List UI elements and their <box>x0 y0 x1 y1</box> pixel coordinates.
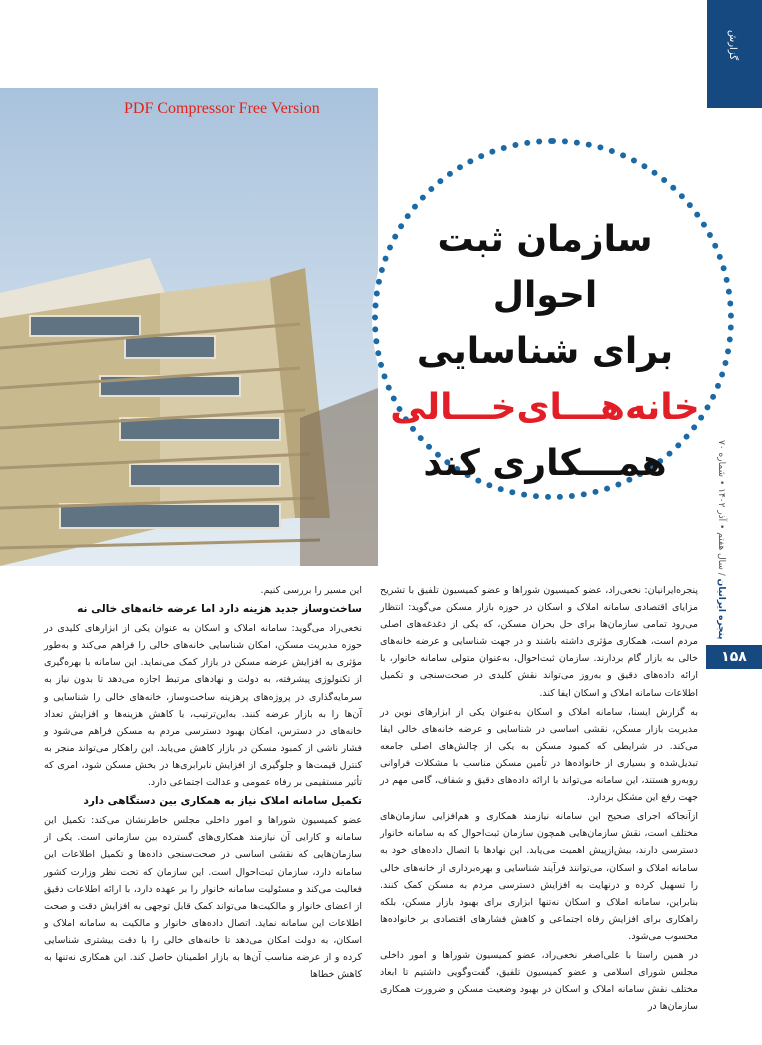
section-tab-label: گزارش <box>727 30 738 61</box>
building-illustration <box>0 88 378 566</box>
paragraph: در همین راستا با علی‌اصغر نخعی‌راد، عضو کمیسیون شوراها و امور داخلی مجلس شورای اسلامی و عضو کمیسیون تلفیق، گفت‌وگویی داشتیم تا ابعاد مختلف نقش سامانه املاک و اسکان در بهبود وضعیت مسکن و ضرورت همکاری سازمان‌ها در <box>380 949 698 1013</box>
magazine-name: پنجره ایرانیان <box>716 579 726 640</box>
body-column-left <box>44 582 362 985</box>
building-photo <box>0 88 378 566</box>
issue-info: / سال هفتم • آذر ۱۴۰۲ • شماره ۷۰ <box>716 440 726 577</box>
title-line-2: برای شناسایی <box>416 331 674 372</box>
subheading: ساخت‌وساز جدید هزینه دارد اما عرضه خانه‌های خالی نه <box>77 603 362 616</box>
paragraph: به گزارش ایسنا، سامانه املاک و اسکان به‌عنوان یکی از ابزارهای نوین در مدیریت بازار مسکن، نقشی اساسی در شناسایی و عرضه خانه‌های خالی ایفا می‌کند. در شرایطی که کمبود مسکن به یکی از چالش‌های اصلی جامعه تبدیل‌شده و بسیاری از خانواده‌ها در تأمین مسکن مناسب با مشکلات فراوانی روبه‌رو هستند، این سامانه می‌تواند با ارائه داده‌های دقیق و شفاف، گامی مهم در جهت رفع این مشکل بردارد. <box>380 706 698 804</box>
article-title <box>380 212 710 492</box>
paragraph: پنجره‌ایرانیان: نخعی‌راد، عضو کمیسیون شوراها و عضو کمیسیون تلفیق با تشریح مزایای اقتصادی سامانه املاک و اسکان در حوزه بازار مسکن می‌گوید: انتظار می‌رود تمامی سازمان‌ها برای حل بحران مسکن، که یکی از دغدغه‌های اصلی مردم است، همکاری مؤثری داشته باشند و در جهت شناسایی و عرضه خانه‌های خالی به بازار گام بردارند. سازمان ثبت‌احوال، به‌عنوان متولی سامانه خانوار، با ارائه داده‌های دقیق و به‌روز می‌تواند نقش کلیدی در صحت‌سنجی و تکمیل اطلاعات سامانه املاک و اسکان ایفا کند. <box>380 585 698 699</box>
foreground-tree <box>300 388 378 566</box>
page-number: ۱۵۸ <box>706 645 762 669</box>
title-line-4: همـــکاری کند <box>423 443 667 484</box>
paragraph: ازآنجاکه اجرای صحیح این سامانه نیازمند همکاری و هم‌افزایی سازمان‌های مختلف است، نقش سازمان‌هایی همچون سازمان ثبت‌احوال که به سامانه خانوار دسترسی دارند، بیش‌ازپیش اهمیت می‌یابد. این نهادها با اتصال داده‌های خود به سامانه املاک و اسکان، می‌توانند فرآیند شناسایی و بهره‌برداری از خانه‌های خالی را تسهیل کرده و درنهایت به افزایش دسترسی مردم به مسکن کمک کنند. بنابراین، سامانه املاک و اسکان نه‌تنها ابزاری برای بهبود بازار مسکن، بلکه راهکاری برای افزایش رفاه اجتماعی و کاهش فشارهای اقتصادی بر خانواده‌ها محسوب می‌شود. <box>380 811 698 942</box>
title-line-3-highlight: خانه‌هـــای‌خـــالی <box>390 387 700 428</box>
paragraph: این مسیر را بررسی کنیم. <box>260 585 362 596</box>
paragraph: نخعی‌راد می‌گوید: سامانه املاک و اسکان به عنوان یکی از ابزارهای کلیدی در حوزه مدیریت مسکن، امکان شناسایی خانه‌های خالی را فراهم می‌کند و به‌طور مؤثری به افزایش عرضه مسکن در بازار کمک می‌نماید. این سامانه با بهره‌گیری از تکنولوژی پیشرفته، به دولت و نهادهای مرتبط اجازه می‌دهد تا بدون نیاز به سرمایه‌گذاری در پروژه‌های پرهزینه ساخت‌وساز، خانه‌های خالی را شناسایی و آن‌ها را به بازار عرضه کنند. به‌این‌ترتیب، با کاهش هزینه‌ها و افزایش تعداد خانه‌های در دسترس، امکان بهبود دسترسی مردم به مسکن فراهم می‌شود و فشار ناشی از کمبود مسکن در بازار کاهش می‌یابد. این راهکار می‌تواند منجر به کنترل قیمت‌ها و جلوگیری از افزایش نابرابری‌ها در بخش مسکن شود، امری که تأثیر مستقیمی بر رفاه عمومی و عدالت اجتماعی دارد. <box>44 623 362 789</box>
title-line-1: سازمان ثبت احوال <box>437 219 653 316</box>
magazine-info <box>716 420 726 640</box>
paragraph: عضو کمیسیون شوراها و امور داخلی مجلس خاطرنشان می‌کند: تکمیل این سامانه و کارایی آن نیازمند همکاری‌های گسترده بین سازمانی است. یکی از سازمان‌هایی که نقشی اساسی در صحت‌سنجی داده‌ها و تکمیل اطلاعات این سامانه دارد، سازمان ثبت‌احوال است. این سازمان که تحت نظر وزارت کشور فعالیت می‌کند و مسئولیت سامانه خانوار را بر عهده دارد، با ارائه اطلاعات دقیق از اعضای خانوار و مالکیت‌ها می‌تواند کمک قابل توجهی به افزایش دقت و صحت اطلاعات این سامانه نماید. اتصال داده‌های خانوار و مالکیت به سامانه املاک و اسکان، به دولت امکان می‌دهد تا خانه‌های خالی را با دقت بیشتری شناسایی کرده و از عرضه مناسب آن‌ها به بازار اطمینان حاصل کند. این همکاری نه‌تنها به کاهش خطاها <box>44 815 362 981</box>
watermark-text: PDF Compressor Free Version <box>124 100 320 117</box>
body-column-right <box>380 582 698 1017</box>
section-tab <box>707 0 762 108</box>
subheading: تکمیل سامانه املاک نیاز به همکاری بین دستگاهی دارد <box>83 795 362 808</box>
